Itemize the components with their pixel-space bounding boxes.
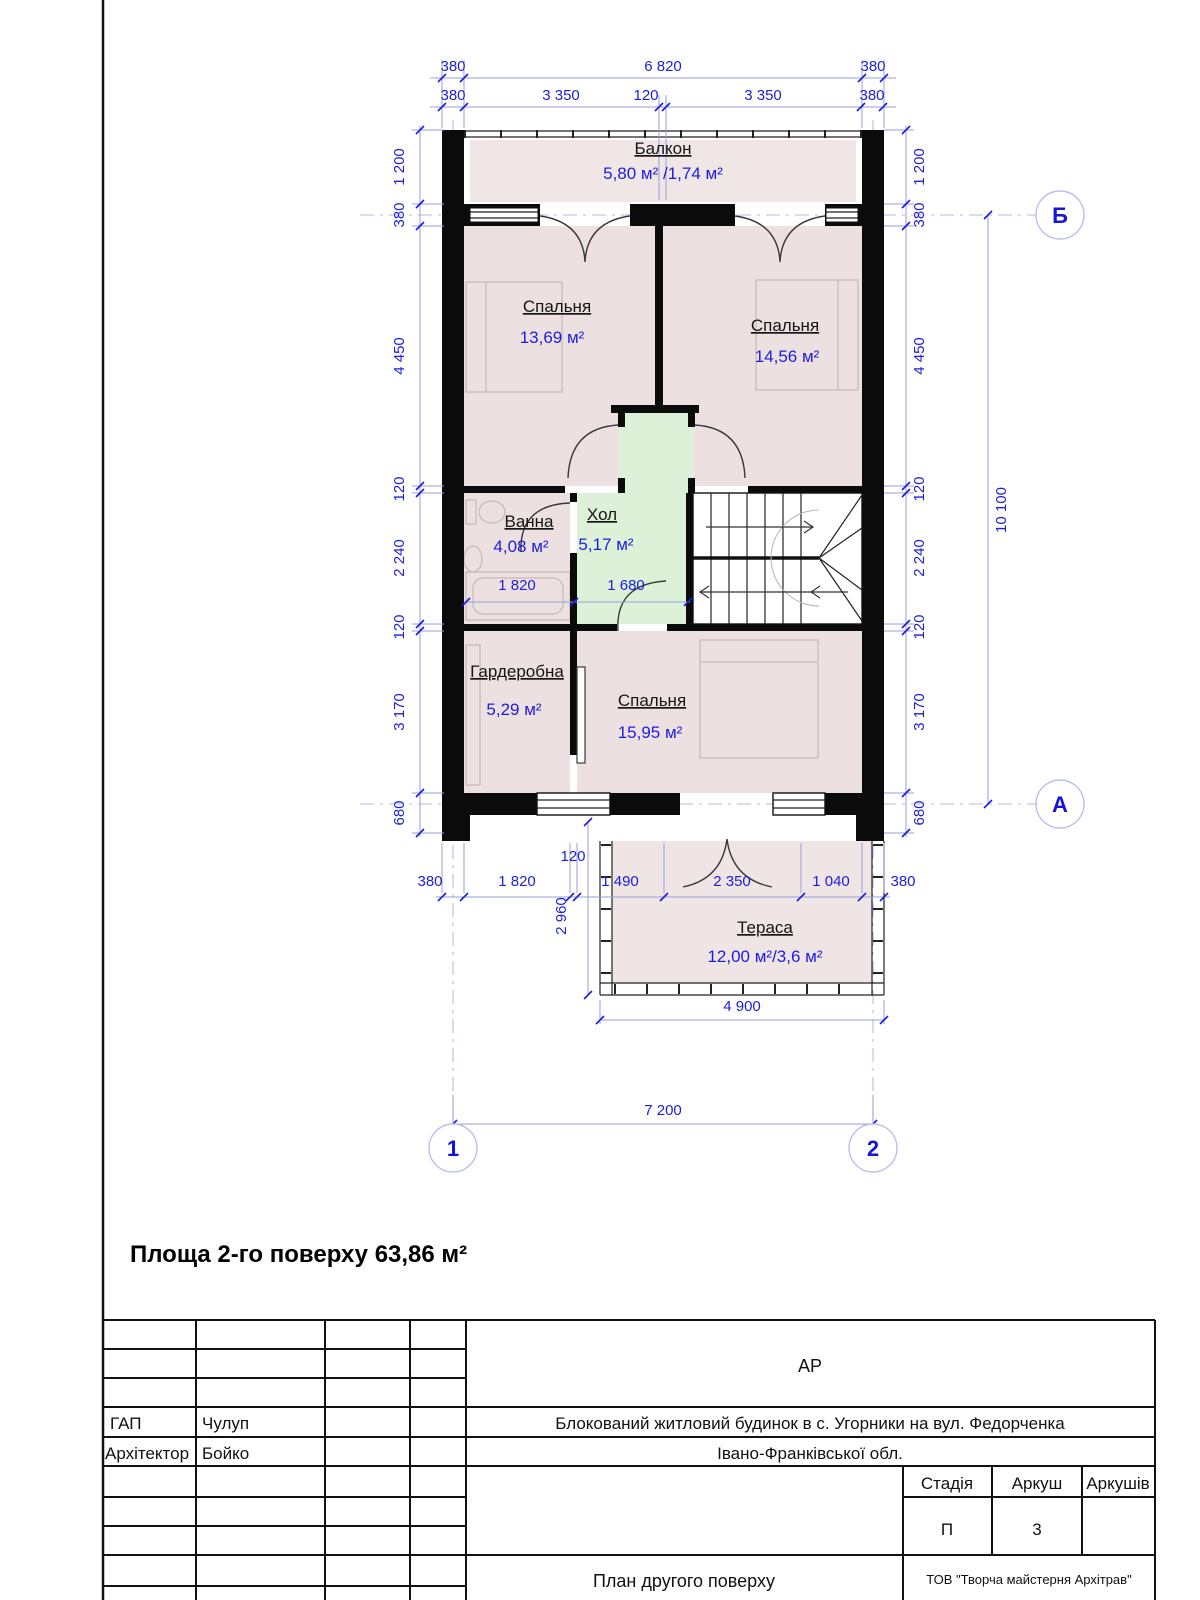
front-window-left	[470, 208, 538, 222]
dim-label: 4 450	[911, 337, 928, 375]
dim-label: 120	[633, 87, 659, 104]
project-code: АР	[797, 1356, 823, 1376]
room-name-balcony: Балкон	[634, 139, 692, 158]
dim-label: 120	[911, 614, 928, 640]
dim-label: 1 680	[607, 577, 645, 594]
person-name: Бойко	[202, 1444, 250, 1463]
room-area-bedroom1: 13,69 м²	[519, 328, 585, 347]
dim-label: 3 170	[391, 693, 408, 731]
sheet-value: 3	[1032, 1520, 1042, 1539]
dim-label: 6 820	[644, 58, 682, 75]
dim-label: 120	[391, 476, 408, 502]
dim-label: 1 200	[391, 148, 408, 186]
room-name-wardrobe: Гардеробна	[470, 662, 564, 681]
axis-label-a: А	[1052, 792, 1068, 817]
front-window-right	[826, 208, 858, 222]
project-title-line1: Блокований житловий будинок в с. Угорники на вул. Федорченка	[555, 1414, 1065, 1433]
person-role: Архітектор	[105, 1444, 190, 1463]
room-name-hall: Хол	[586, 505, 618, 524]
dim-label: 380	[391, 202, 408, 228]
room-area-terrace: 12,00 м²/3,6 м²	[707, 947, 823, 966]
room-bedroom3-fill	[577, 631, 862, 793]
room-name-bedroom1: Спальня	[522, 297, 592, 316]
bottom-window-2	[773, 793, 825, 815]
dim-label: 380	[440, 87, 466, 104]
dim-label: 2 240	[911, 539, 928, 577]
wardrobe-door-leaf	[577, 667, 585, 763]
dim-label-terrace-width: 4 900	[723, 998, 761, 1015]
room-name-bedroom3: Спальня	[617, 691, 687, 710]
dim-label: 120	[391, 614, 408, 640]
dim-label: 1 490	[601, 873, 639, 890]
dim-label: 1 820	[498, 577, 536, 594]
room-name-bedroom2: Спальня	[750, 316, 820, 335]
room-area-bedroom2: 14,56 м²	[754, 347, 820, 366]
dim-label: 3 350	[744, 87, 782, 104]
room-area-hall: 5,17 м²	[578, 535, 634, 554]
room-name-terrace: Тераса	[737, 918, 793, 937]
bottom-window-1	[537, 793, 610, 815]
dim-label: 4 450	[391, 337, 408, 375]
dim-label: 380	[860, 58, 886, 75]
dim-label: 1 200	[911, 148, 928, 186]
dim-label: 1 820	[498, 873, 536, 890]
dim-label-total-height: 10 100	[993, 487, 1010, 533]
drawing-title: План другого поверху	[592, 1571, 776, 1591]
axis-label-2: 2	[866, 1136, 880, 1161]
dim-label: 2 350	[713, 873, 751, 890]
room-area-balcony: 5,80 м² /1,74 м²	[603, 164, 723, 183]
room-area-wardrobe: 5,29 м²	[486, 700, 542, 719]
vestibule-fill	[619, 413, 694, 493]
dim-label: 380	[859, 87, 885, 104]
dim-label: 680	[911, 800, 928, 826]
staircase	[693, 493, 862, 624]
dim-label: 3 350	[542, 87, 580, 104]
person-role: ГАП	[110, 1414, 142, 1433]
axis-label-1: 1	[446, 1136, 460, 1161]
dim-label: 120	[911, 476, 928, 502]
room-name-bath: Ванна	[504, 512, 554, 531]
dim-label: 680	[391, 800, 408, 826]
room-area-bedroom3: 15,95 м²	[617, 723, 683, 742]
dim-label: 3 170	[911, 693, 928, 731]
project-title-line2: Івано-Франківської обл.	[717, 1444, 903, 1463]
dim-label-terrace-depth: 2 960	[553, 897, 570, 935]
sheet-header: Аркуш	[1011, 1474, 1063, 1493]
balcony-glazing	[464, 131, 862, 137]
sheets-header: Аркушів	[1086, 1474, 1150, 1493]
title-block-vlines	[196, 1320, 1155, 1600]
dim-label: 380	[911, 202, 928, 228]
dim-label: 2 240	[391, 539, 408, 577]
title-block-hlines	[103, 1320, 1155, 1586]
room-area-bath: 4,08 м²	[493, 537, 549, 556]
company-name: ТОВ "Творча майстерня Архітрав"	[926, 1572, 1132, 1587]
dim-label-total-width: 7 200	[644, 1102, 682, 1119]
floor-area-summary: Площа 2-го поверху 63,86 м²	[130, 1241, 468, 1268]
dim-label: 380	[890, 873, 916, 890]
dim-label: 120	[560, 848, 586, 865]
dim-label: 1 040	[812, 873, 850, 890]
dim-label: 380	[417, 873, 443, 890]
stage-value: П	[940, 1520, 954, 1539]
stage-header: Стадія	[920, 1474, 974, 1493]
axis-label-b: Б	[1052, 203, 1068, 228]
dim-label: 380	[440, 58, 466, 75]
person-name: Чулуп	[202, 1414, 250, 1433]
